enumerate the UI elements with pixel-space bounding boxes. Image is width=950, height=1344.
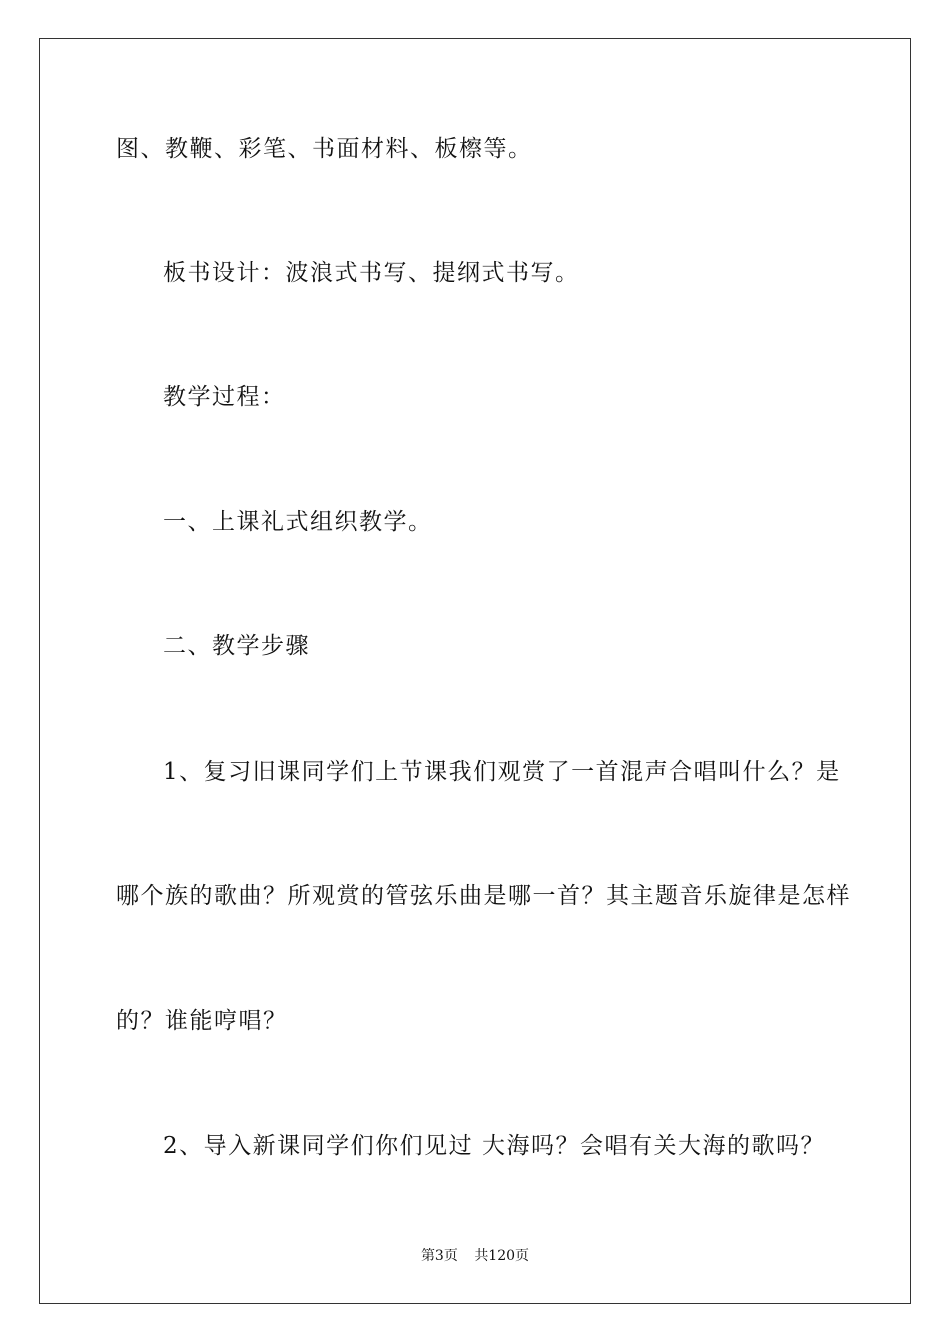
page-number: 第3页 [420, 1248, 458, 1264]
page-footer [0, 1246, 950, 1266]
page-total: 共120页 [474, 1248, 530, 1264]
paragraph-materials: 图、教鞭、彩笔、书面材料、板檫等。 [116, 136, 533, 162]
paragraph-review-line1: 1、复习旧课同学们上节课我们观赏了一首混声合唱叫什么？是 [163, 759, 841, 785]
paragraph-step-two: 二、教学步骤 [163, 633, 310, 659]
paragraph-review-line3: 的？谁能哼唱？ [116, 1008, 288, 1034]
paragraph-new-lesson: 2、导入新课同学们你们见过 大海吗？会唱有关大海的歌吗？ [163, 1133, 825, 1159]
paragraph-board-design: 板书设计：波浪式书写、提纲式书写。 [163, 260, 580, 286]
page-border [39, 38, 911, 1304]
paragraph-review-line2: 哪个族的歌曲？所观赏的管弦乐曲是哪一首？其主题音乐旋律是怎样 [116, 883, 851, 909]
paragraph-teaching-process: 教学过程： [163, 384, 286, 410]
paragraph-step-one: 一、上课礼式组织教学。 [163, 509, 433, 535]
